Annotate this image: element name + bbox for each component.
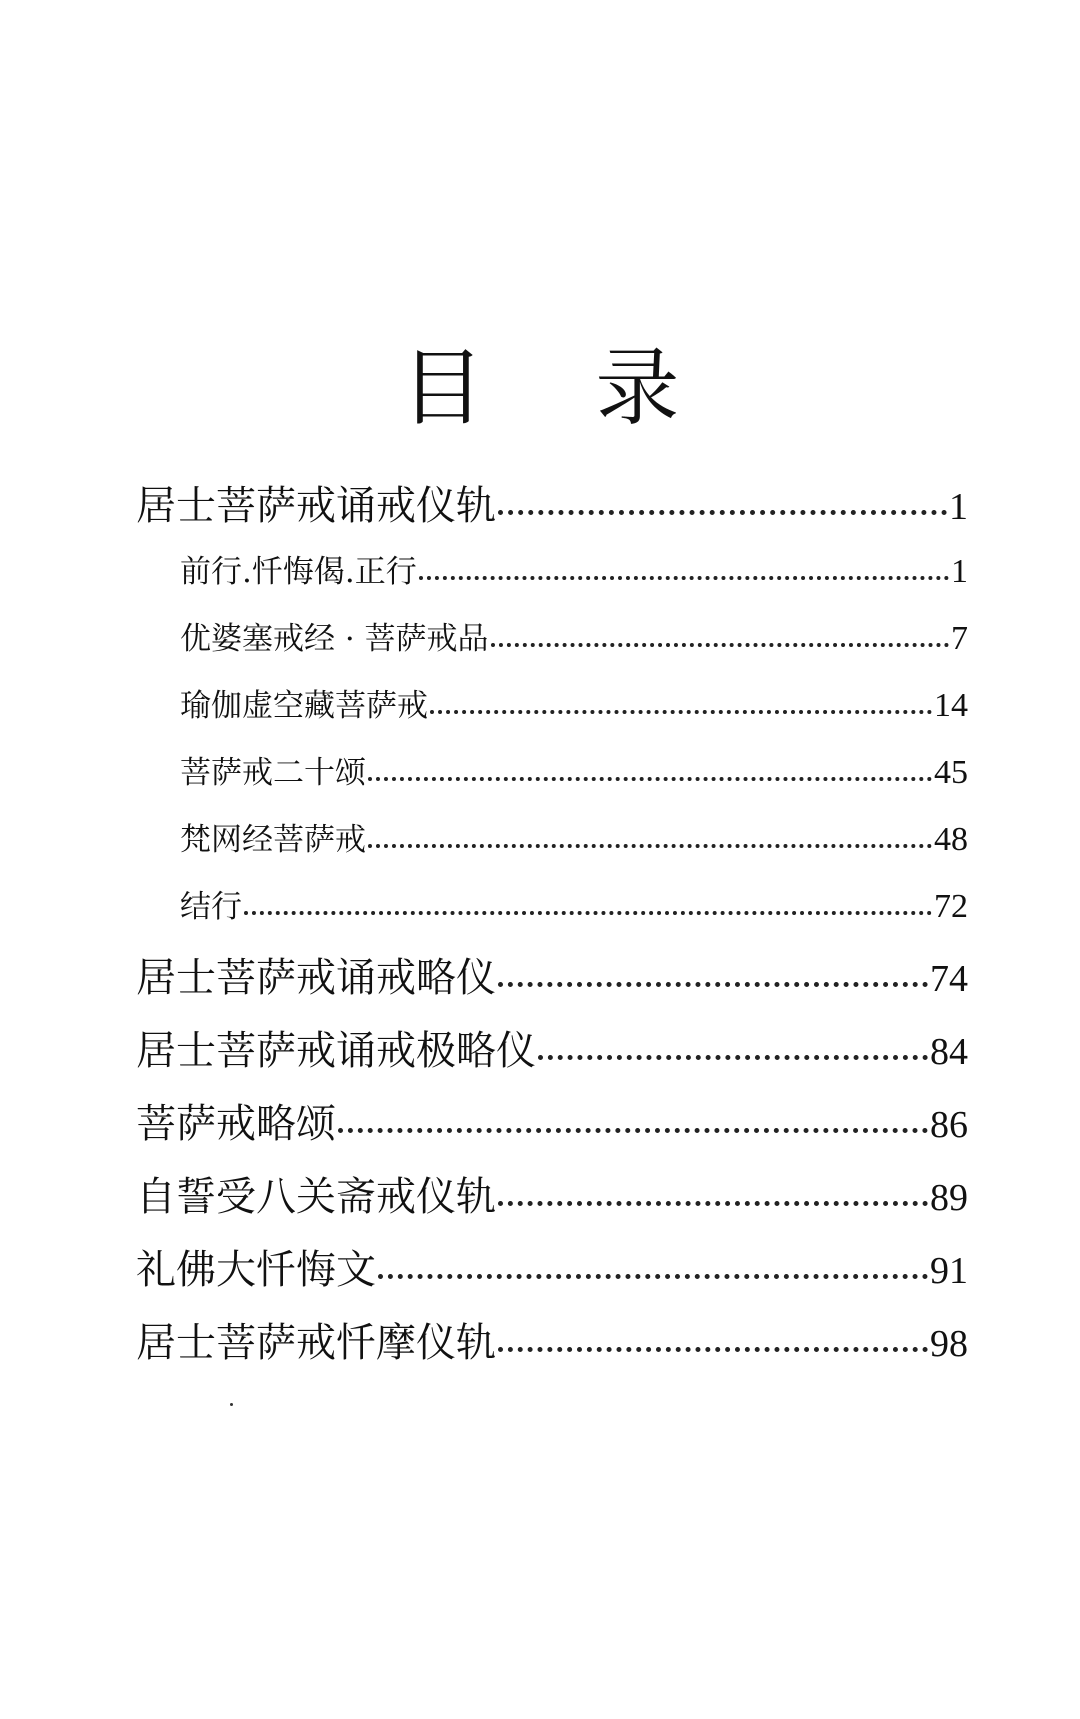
toc-entry[interactable] (136, 480, 968, 533)
toc-page-number: 72 (934, 888, 968, 925)
dot-leader (338, 1128, 928, 1133)
toc-page-number: 89 (930, 1177, 968, 1219)
toc-entry-title: 礼佛大忏悔文 (136, 1247, 376, 1293)
dot-leader (538, 1055, 928, 1060)
dot-leader (498, 982, 928, 987)
toc-entry-title: 菩萨戒略颂 (136, 1101, 336, 1147)
dot-leader (378, 1274, 928, 1279)
toc-entry[interactable] (136, 1171, 968, 1224)
toc-entry[interactable] (136, 1244, 968, 1297)
toc-page-number: 1 (951, 553, 968, 590)
page-title: 目 录 (400, 339, 722, 438)
toc-page-number: 7 (951, 620, 968, 657)
toc-entry[interactable] (136, 1317, 968, 1370)
toc-subentry[interactable] (136, 885, 968, 929)
toc-entry-title: 居士菩萨戒诵戒极略仪 (136, 1028, 536, 1074)
dot-leader (368, 844, 932, 848)
toc-entry[interactable] (136, 952, 968, 1005)
toc-page-number: 91 (930, 1250, 968, 1292)
toc-entry-title: 自誓受八关斋戒仪轨 (136, 1174, 496, 1220)
toc-entry[interactable] (136, 1025, 968, 1078)
dot-leader (368, 777, 932, 781)
toc-entry-title: 居士菩萨戒诵戒略仪 (136, 955, 496, 1001)
toc-subentry[interactable] (136, 818, 968, 862)
dot-leader (498, 1347, 928, 1352)
toc-page-number: 98 (930, 1323, 968, 1365)
dot-leader (498, 510, 947, 515)
toc-entry-title: 居士菩萨戒忏摩仪轨 (136, 1320, 496, 1366)
print-speck (230, 1403, 233, 1406)
dot-leader (498, 1201, 928, 1206)
toc-subentry[interactable] (136, 550, 968, 594)
toc-page-number: 1 (949, 486, 968, 528)
toc-page-number: 86 (930, 1104, 968, 1146)
toc-entry-title: 优婆塞戒经 · 菩萨戒品 (180, 621, 489, 657)
toc-page-number: 74 (930, 958, 968, 1000)
toc-entry-title: 居士菩萨戒诵戒仪轨 (136, 483, 496, 529)
toc-page-number: 48 (934, 821, 968, 858)
toc-entry-title: 梵网经菩萨戒 (180, 822, 366, 858)
toc-entry-title: 结行 (180, 889, 242, 925)
toc-entry[interactable] (136, 1098, 968, 1151)
toc-page-number: 45 (934, 754, 968, 791)
toc-page-number: 14 (934, 687, 968, 724)
toc-entry-title: 瑜伽虚空藏菩萨戒 (180, 688, 428, 724)
dot-leader (430, 710, 932, 714)
toc-subentry[interactable] (136, 751, 968, 795)
dot-leader (491, 643, 949, 647)
dot-leader (244, 911, 932, 915)
toc-subentry[interactable] (136, 617, 968, 661)
toc-page-number: 84 (930, 1031, 968, 1073)
toc-entry-title: 菩萨戒二十颂 (180, 755, 366, 791)
toc-entry-title: 前行.忏悔偈.正行 (180, 554, 417, 590)
toc-subentry[interactable] (136, 684, 968, 728)
dot-leader (419, 576, 949, 580)
